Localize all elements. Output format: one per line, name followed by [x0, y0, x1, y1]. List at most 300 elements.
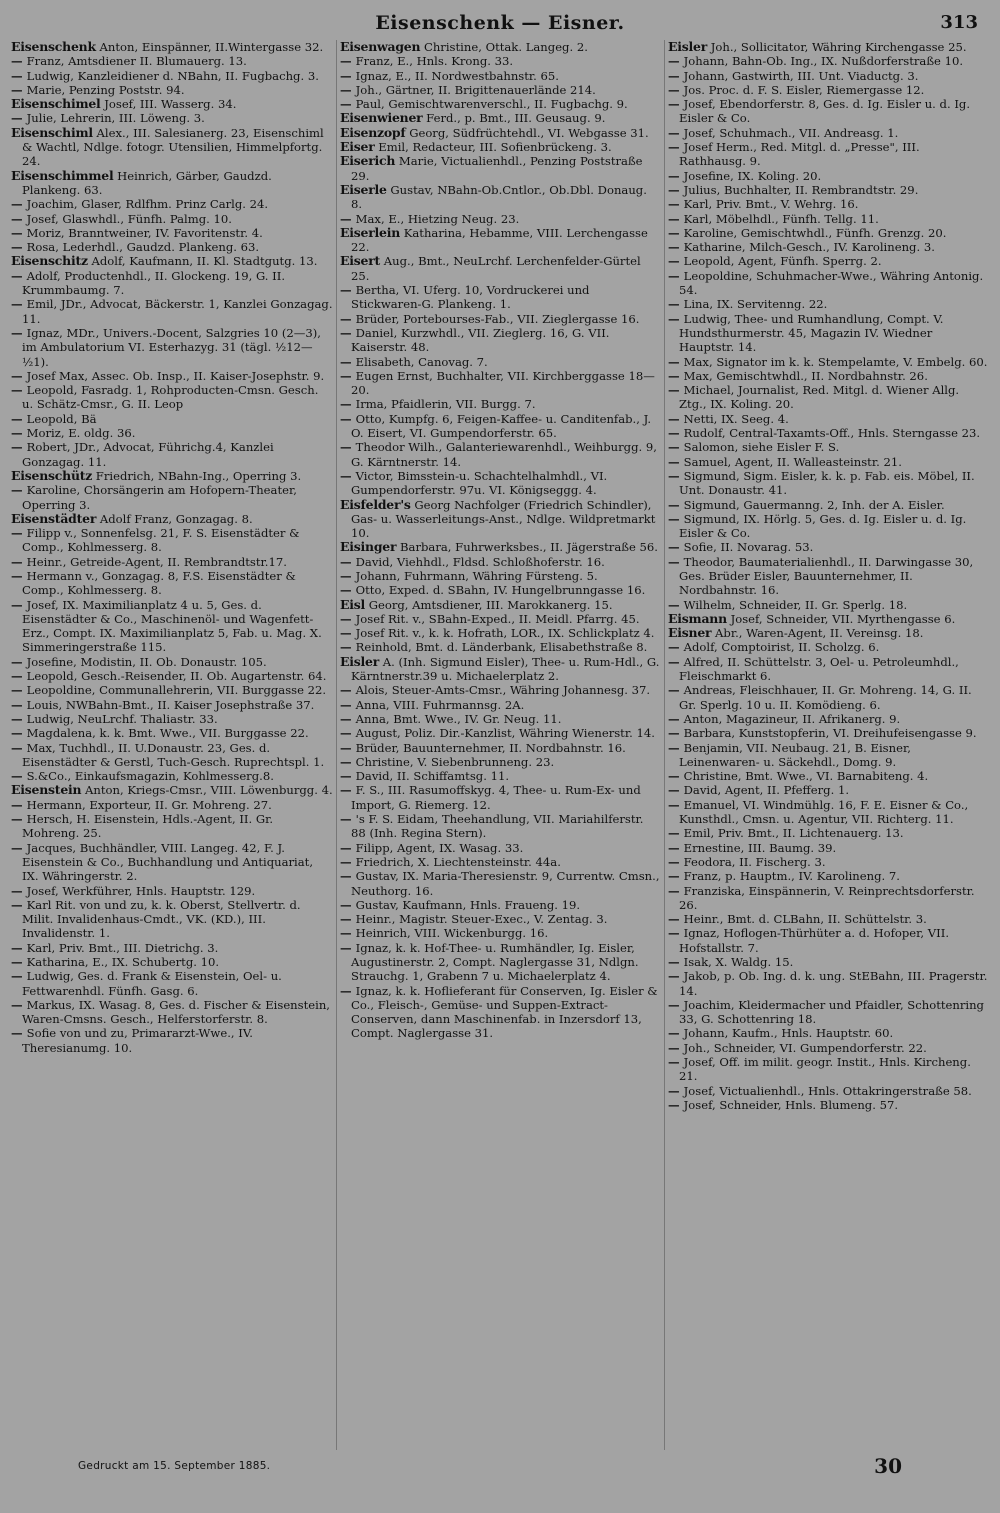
directory-entry: [340, 369, 661, 398]
entry-dash: —: [668, 769, 684, 784]
entry-text: Ernestine, III. Baumg. 39.: [683, 840, 837, 855]
entry-dash: —: [668, 826, 684, 841]
page-footer: [8, 1450, 992, 1490]
entry-dash: —: [668, 68, 684, 83]
entry-text: Katharine, Milch-Gesch., IV. Karolineng. 3.: [683, 240, 935, 255]
entry-dash: —: [11, 955, 27, 969]
entry-text: Georg, Südfrüchtehdl., VI. Webgasse 31.: [405, 125, 649, 140]
directory-entry: [11, 383, 333, 412]
entry-dash: —: [668, 1040, 684, 1055]
entry-text: Feodora, II. Fischerg. 3.: [683, 854, 826, 869]
entry-text: Karl Rit. von und zu, k. k. Oberst, Stellvertr. d. Milit. Invalidenhaus-Cmdt., VK. (KD.), III. Invalidenstr. 1.: [22, 897, 301, 941]
directory-entry: [340, 926, 661, 940]
directory-entry: [668, 769, 989, 783]
entry-surname: Eiserlein: [340, 224, 401, 240]
page-header: [8, 10, 992, 40]
entry-text: Eugen Ernst, Buchhalter, VII. Kirchberggasse 18—20.: [351, 368, 655, 398]
entry-dash: —: [11, 726, 27, 741]
entry-dash: —: [340, 726, 356, 741]
directory-entry: [340, 97, 661, 111]
entry-dash: —: [668, 240, 684, 255]
entry-dash: —: [668, 955, 684, 969]
directory-entry: [340, 283, 661, 312]
entry-text: Barbara, Kunststopferin, VI. Dreihufeisengasse 9.: [683, 726, 977, 741]
entry-dash: —: [11, 940, 27, 955]
entry-text: Heinr., Bmt. d. CLBahn, II. Schüttelstr. 3.: [683, 912, 927, 927]
entry-text: Franz, E., Hnls. Krong. 33.: [355, 54, 514, 69]
entry-surname: Eisenschimel: [11, 96, 101, 112]
entry-text: Louis, NWBahn-Bmt., II. Kaiser Josephstraße 37.: [26, 697, 315, 712]
entry-dash: —: [668, 197, 684, 212]
directory-entry: [11, 698, 333, 712]
entry-text: Josefine, IX. Koling. 20.: [683, 168, 822, 183]
entry-text: Otto, Kumpfg. 6, Feigen-Kaffee- u. Canditenfab., J. O. Eisert, VI. Gumpendorferstr. 65.: [351, 411, 652, 441]
directory-entry: [340, 898, 661, 912]
directory-entry: [11, 240, 333, 254]
entry-text: Alex., III. Salesianerg. 23, Eisenschiml & Wachtl, Ndlge. fotogr. Utensilien, Himmelpfortg. 24.: [22, 125, 324, 169]
entry-dash: —: [340, 325, 356, 340]
entry-text: Josef Rit. v., SBahn-Exped., II. Meidl. Pfarrg. 45.: [355, 611, 640, 626]
directory-entry: [668, 54, 989, 68]
directory-entry: [340, 355, 661, 369]
entry-text: Heinrich, VIII. Wickenburgg. 16.: [355, 926, 549, 941]
entry-dash: —: [340, 354, 356, 369]
entry-dash: —: [668, 969, 684, 984]
directory-entry: [668, 1026, 989, 1040]
directory-entry: [668, 1098, 989, 1112]
entry-dash: —: [11, 654, 27, 669]
entry-text: Bertha, VI. Uferg. 10, Vordruckerei und Stickwaren-G. Plankeng. 1.: [351, 283, 590, 312]
directory-entry: [340, 555, 661, 569]
entry-dash: —: [11, 68, 27, 83]
directory-entry: [668, 640, 989, 654]
entry-dash: —: [668, 140, 684, 155]
directory-entry: [668, 69, 989, 83]
entry-text: David, II. Schiffamtsg. 11.: [355, 769, 510, 784]
directory-entry: [340, 397, 661, 411]
entry-dash: —: [11, 411, 27, 426]
directory-entry: [11, 83, 333, 97]
entry-text: Gustav, Kaufmann, Hnls. Fraueng. 19.: [355, 897, 581, 912]
entry-text: Josef, Victualienhdl., Hnls. Ottakringerstraße 58.: [683, 1083, 972, 1098]
entry-text: Christine, Ottak. Langeg. 2.: [420, 40, 588, 54]
entry-dash: —: [340, 97, 356, 112]
entry-text: Josef, Ebendorferstr. 8, Ges. d. Ig. Eisler u. d. Ig. Eisler & Co.: [679, 97, 971, 126]
entry-dash: —: [340, 554, 356, 569]
directory-entry: [11, 512, 333, 526]
entry-dash: —: [11, 568, 27, 583]
directory-entry: [340, 841, 661, 855]
entry-text: Ludwig, Ges. d. Frank & Eisenstein, Oel- u. Fettwarenhdl. Fünfh. Gasg. 6.: [22, 969, 282, 998]
entry-text: Gustav, IX. Maria-Theresienstr. 9, Currentw. Cmsn., Neuthorg. 16.: [351, 869, 660, 898]
entry-dash: —: [668, 726, 684, 741]
entry-dash: —: [340, 754, 356, 769]
entry-text: Marie, Victualienhdl., Penzing Poststraße 29.: [351, 154, 643, 183]
entry-dash: —: [11, 440, 27, 455]
entry-text: Ignaz, MDr., Univers.-Docent, Salzgries 10 (2—3), im Ambulatorium VI. Esterhazyg. 31 (tägl. ½12—½1).: [22, 325, 321, 369]
entry-dash: —: [340, 912, 356, 927]
directory-entry: [668, 183, 989, 197]
directory-entry: [668, 683, 989, 712]
directory-entry: [668, 798, 989, 827]
directory-entry: [11, 941, 333, 955]
entry-text: Josef, Off. im milit. geogr. Instit., Hnls. Kircheng. 21.: [679, 1055, 971, 1084]
print-date: Gedruckt am 15. September 1885.: [78, 1460, 271, 1472]
directory-entry: [340, 726, 661, 740]
entry-text: Benjamin, VII. Neubaug. 21, B. Eisner, Leinenwaren- u. Säckehdl., Domg. 9.: [679, 740, 911, 769]
directory-entry: [11, 998, 333, 1027]
directory-entry: [668, 383, 989, 412]
directory-entry: [11, 683, 333, 697]
directory-entry: [11, 226, 333, 240]
directory-entry: [340, 941, 661, 984]
directory-entry: [340, 312, 661, 326]
entry-text: Reinhold, Bmt. d. Länderbank, Elisabethstraße 8.: [355, 640, 648, 655]
directory-entry: [340, 869, 661, 898]
entry-text: Franziska, Einspännerin, V. Reinprechtsdorferstr. 26.: [679, 883, 975, 912]
directory-entry: [340, 126, 661, 140]
entry-text: Adolf, Productenhdl., II. Glockeng. 19, G. II. Krummbaumg. 7.: [22, 268, 286, 298]
entry-text: Josef Rit. v., k. k. Hofrath, LOR., IX. Schlickplatz 4.: [355, 626, 655, 641]
entry-dash: —: [11, 683, 27, 698]
directory-entry: [11, 97, 333, 111]
directory-entry: [668, 626, 989, 640]
directory-entry: [668, 40, 989, 54]
entry-text: Michael, Journalist, Red. Mitgl. d. Wiener Allg. Ztg., IX. Koling. 20.: [679, 383, 960, 412]
entry-surname: Eisenzopf: [340, 124, 406, 140]
directory-entry: [668, 355, 989, 369]
entry-text: Anton, Einspänner, II.Wintergasse 32.: [95, 40, 324, 54]
directory-entry: [668, 612, 989, 626]
entry-text: Emanuel, VI. Windmühlg. 16, F. E. Eisner & Co., Kunsthdl., Cmsn. u. Agentur, VII. Richterg. 11.: [679, 797, 969, 827]
directory-entry: [11, 54, 333, 68]
directory-entry: [11, 798, 333, 812]
entry-dash: —: [340, 82, 356, 97]
directory-entry: [668, 912, 989, 926]
directory-entry: [668, 598, 989, 612]
entry-dash: —: [340, 983, 356, 998]
directory-entry: [668, 440, 989, 454]
entry-dash: —: [340, 311, 356, 326]
entry-text: Friedrich, X. Liechtensteinstr. 44a.: [355, 854, 561, 869]
directory-entry: [340, 40, 661, 54]
entry-text: Josef, Schneider, VII. Myrthengasse 6.: [726, 611, 956, 626]
entry-text: Ignaz, k. k. Hoflieferant für Conserven, Ig. Eisler & Co., Fleisch-, Gemüse- und Suppen-Extract-Conserven, dann Maschinenfab. in Inzersdorf 13, Compt. Naglergasse 31.: [351, 983, 658, 1041]
column-1: [8, 40, 336, 1450]
entry-text: A. (Inh. Sigmund Eisler), Thee- u. Rum-Hdl., G. Kärntnerstr.39 u. Michaelerplatz 2.: [351, 654, 660, 684]
entry-surname: Eisenschitz: [11, 253, 88, 269]
directory-entry: [11, 955, 333, 969]
entry-dash: —: [340, 783, 356, 798]
directory-entry: [11, 440, 333, 469]
entry-text: Joachim, Kleidermacher und Pfaidler, Schottenring 33, G. Schottenring 18.: [679, 997, 984, 1027]
entry-text: Emil, JDr., Advocat, Bäckerstr. 1, Kanzlei Gonzagag. 11.: [22, 297, 333, 326]
directory-entry: [11, 169, 333, 198]
entry-surname: Eiserle: [340, 181, 387, 197]
entry-dash: —: [340, 840, 356, 855]
directory-entry: [340, 54, 661, 68]
entry-dash: —: [11, 997, 27, 1012]
directory-entry: [11, 369, 333, 383]
entry-text: Ignaz, k. k. Hof-Thee- u. Rumhändler, Ig. Eisler, Augustinerstr. 2, Compt. Naglergasse 31, Ndlgn. Strauchg. 1, Grabenn 7 u. Michaelerplatz 4.: [351, 940, 639, 984]
directory-entry: [11, 841, 333, 884]
entry-text: Alois, Steuer-Amts-Cmsr., Währing Johannesg. 37.: [355, 683, 651, 698]
entry-text: Josef, Glaswhdl., Fünfh. Palmg. 10.: [26, 211, 232, 226]
entry-text: Max, E., Hietzing Neug. 23.: [355, 211, 520, 226]
entry-text: Sigmund, IX. Hörlg. 5, Ges. d. Ig. Eisler u. d. Ig. Eisler & Co.: [679, 511, 967, 541]
entry-dash: —: [668, 454, 684, 469]
directory-entry: [11, 469, 333, 483]
entry-text: Ignaz, Hoflogen-Thürhüter a. d. Hofoper, VII. Hofstallstr. 7.: [679, 926, 950, 955]
entry-dash: —: [668, 711, 684, 726]
entry-text: Moriz, E. oldg. 36.: [26, 426, 136, 441]
directory-entry: [11, 483, 333, 512]
entry-dash: —: [668, 311, 684, 326]
entry-dash: —: [11, 797, 27, 812]
entry-dash: —: [340, 468, 356, 483]
directory-entry: [11, 1026, 333, 1055]
entry-text: Ludwig, Thee- und Rumhandlung, Compt. V. Hundsthurmerstr. 45, Magazin IV. Wiedner Hauptstr. 14.: [679, 311, 944, 355]
entry-dash: —: [11, 769, 27, 784]
directory-entry: [668, 969, 989, 998]
directory-entry: [11, 526, 333, 555]
entry-text: Leopold, Bä: [26, 411, 97, 426]
entry-text: Hermann v., Gonzagag. 8, F.S. Eisenstädter & Comp., Kohlmesserg. 8.: [22, 568, 296, 598]
directory-entry: [11, 40, 333, 54]
entry-text: Brüder, Bauunternehmer, II. Nordbahnstr. 16.: [355, 740, 626, 755]
entry-dash: —: [11, 969, 27, 984]
directory-entry: [340, 683, 661, 697]
directory-entry: [668, 855, 989, 869]
entry-dash: —: [668, 869, 684, 884]
directory-entry: [668, 197, 989, 211]
column-3: [664, 40, 992, 1450]
directory-entry: [668, 783, 989, 797]
entry-dash: —: [668, 440, 684, 455]
directory-entry: [11, 655, 333, 669]
entry-dash: —: [11, 225, 27, 240]
entry-dash: —: [11, 111, 27, 126]
directory-entry: [668, 512, 989, 541]
entry-dash: —: [11, 211, 27, 226]
entry-dash: —: [668, 297, 684, 312]
directory-entry: [340, 655, 661, 684]
entry-text: Max, Gemischtwhdl., II. Nordbahnstr. 26.: [683, 368, 928, 383]
directory-entry: [668, 426, 989, 440]
entry-dash: —: [340, 411, 356, 426]
directory-entry: [11, 712, 333, 726]
entry-dash: —: [668, 497, 684, 512]
entry-text: Georg, Amtsdiener, III. Marokkanerg. 15.: [365, 597, 613, 612]
entry-surname: Eisner: [668, 625, 712, 641]
entry-text: Christine, V. Siebenbrunneng. 23.: [355, 754, 555, 769]
directory-entry: [11, 212, 333, 226]
directory-entry: [340, 855, 661, 869]
directory-entry: [668, 841, 989, 855]
entry-text: Leopoldine, Communallehrerin, VII. Burggasse 22.: [26, 683, 327, 698]
entry-surname: Eisenstein: [11, 782, 82, 798]
entry-dash: —: [668, 597, 684, 612]
entry-text: Theodor Wilh., Galanteriewarenhdl., Weihburgg. 9, G. Kärntnerstr. 14.: [351, 440, 657, 469]
entry-dash: —: [668, 640, 684, 655]
entry-text: David, Viehhdl., Fldsd. Schloßhoferstr. 16.: [355, 554, 605, 569]
entry-dash: —: [11, 483, 27, 498]
entry-dash: —: [340, 869, 356, 884]
directory-entry: [11, 254, 333, 268]
entry-text: Sofie, II. Novarag. 53.: [683, 540, 814, 555]
entry-dash: —: [668, 225, 684, 240]
directory-entry: [340, 412, 661, 441]
entry-dash: —: [668, 97, 684, 112]
directory-entry: [668, 312, 989, 355]
entry-text: Alfred, II. Schüttelstr. 3, Oel- u. Petroleumhdl., Fleischmarkt 6.: [679, 654, 959, 684]
entry-dash: —: [340, 368, 356, 383]
entry-dash: —: [11, 325, 27, 340]
directory-entry: [668, 926, 989, 955]
entry-dash: —: [11, 740, 27, 755]
directory-entry: [668, 726, 989, 740]
entry-dash: —: [340, 697, 356, 712]
entry-surname: Eisinger: [340, 539, 397, 555]
entry-text: F. S., III. Rasumoffskyg. 4, Thee- u. Rum-Ex- und Import, G. Riemerg. 12.: [351, 783, 641, 812]
directory-entry: [340, 326, 661, 355]
entry-dash: —: [11, 268, 27, 283]
entry-text: Franz, p. Hauptm., IV. Karolineng. 7.: [683, 869, 900, 884]
directory-entry: [11, 412, 333, 426]
entry-text: Julius, Buchhalter, II. Rembrandtstr. 29.: [683, 182, 919, 197]
entry-dash: —: [668, 912, 684, 927]
entry-text: Robert, JDr., Advocat, Führichg.4, Kanzlei Gonzagag. 11.: [22, 440, 274, 469]
directory-entry: [340, 769, 661, 783]
directory-entry: [11, 197, 333, 211]
entry-dash: —: [668, 1026, 684, 1041]
entry-text: Ludwig, NeuLrchf. Thaliastr. 33.: [26, 711, 218, 726]
directory-entry: [668, 998, 989, 1027]
directory-entry: [11, 426, 333, 440]
entry-dash: —: [340, 568, 356, 583]
entry-dash: —: [668, 740, 684, 755]
directory-entry: [11, 111, 333, 125]
entry-text: Josef, Schneider, Hnls. Blumeng. 57.: [683, 1097, 899, 1112]
entry-text: Katharina, E., IX. Schubertg. 10.: [26, 955, 220, 969]
entry-dash: —: [340, 640, 356, 655]
entry-surname: Eiser: [340, 139, 375, 155]
entry-text: Heinr., Magistr. Steuer-Exec., V. Zentag. 3.: [355, 912, 608, 927]
directory-entry: [668, 1084, 989, 1098]
entry-text: Otto, Exped. d. SBahn, IV. Hungelbrunngasse 16.: [355, 583, 646, 598]
directory-entry: [11, 598, 333, 655]
entry-text: Sofie von und zu, Primararzt-Wwe., IV. Theresianumg. 10.: [22, 1026, 253, 1055]
entry-text: Markus, IX. Wasag. 8, Ges. d. Fischer & Eisenstein, Waren-Cmsns. Gesch., Helferstorferstr. 8.: [22, 997, 330, 1027]
directory-entry: [11, 898, 333, 941]
entry-dash: —: [668, 854, 684, 869]
entry-text: Georg Nachfolger (Friedrich Schindler), Gas- u. Wasserleitungs-Anst., Ndlge. Wildpretmarkt 10.: [351, 497, 656, 541]
entry-dash: —: [668, 654, 684, 669]
entry-dash: —: [668, 168, 684, 183]
entry-text: Jakob, p. Ob. Ing. d. k. ung. StEBahn, III. Pragerstr. 14.: [679, 969, 988, 998]
entry-text: Christine, Bmt. Wwe., VI. Barnabiteng. 4.: [683, 769, 929, 784]
columns: [8, 40, 992, 1450]
page-number: 313: [940, 12, 978, 33]
entry-dash: —: [668, 82, 684, 97]
entry-surname: Eisler: [668, 40, 708, 54]
entry-dash: —: [340, 440, 356, 455]
entry-dash: —: [668, 182, 684, 197]
entry-dash: —: [668, 540, 684, 555]
entry-text: Joh., Sollicitator, Währing Kirchengasse 25.: [707, 40, 967, 54]
entry-text: Joachim, Glaser, Rdlfhm. Prinz Carlg. 24.: [26, 197, 269, 212]
directory-entry: [668, 212, 989, 226]
entry-dash: —: [11, 383, 27, 398]
entry-text: Anton, Kriegs-Cmsr., VIII. Löwenburgg. 4.: [81, 783, 333, 798]
entry-text: Ferd., p. Bmt., III. Geusaug. 9.: [422, 111, 606, 126]
entry-dash: —: [11, 697, 27, 712]
entry-text: Heinr., Getreide-Agent, II. Rembrandtstr.17.: [26, 554, 287, 569]
entry-text: Brüder, Portebourses-Fab., VII. Zieglergasse 16.: [355, 311, 640, 326]
directory-entry: [11, 812, 333, 841]
entry-text: Adolf, Comptoirist, II. Scholzg. 6.: [683, 640, 880, 655]
entry-text: Sigmund, Gauermanng. 2, Inh. der A. Eisler.: [683, 497, 945, 512]
directory-entry: [340, 212, 661, 226]
entry-dash: —: [668, 254, 684, 269]
entry-text: Jos. Proc. d. F. S. Eisler, Riemergasse 12.: [683, 82, 925, 97]
entry-text: Adolf, Kaufmann, II. Kl. Stadtgutg. 13.: [87, 254, 318, 269]
directory-entry: [668, 826, 989, 840]
entry-dash: —: [668, 368, 684, 383]
entry-dash: —: [11, 197, 27, 212]
entry-text: Leopoldine, Schuhmacher-Wwe., Währing Antonig. 54.: [679, 268, 984, 298]
entry-dash: —: [11, 297, 27, 312]
entry-text: Karl, Priv. Bmt., III. Dietrichg. 3.: [26, 940, 219, 955]
directory-entry: [340, 498, 661, 541]
directory-entry: [11, 326, 333, 369]
directory-entry: [340, 783, 661, 812]
entry-text: Ignaz, E., II. Nordwestbahnstr. 65.: [355, 68, 559, 83]
directory-entry: [668, 1055, 989, 1084]
directory-entry: [340, 741, 661, 755]
entry-dash: —: [668, 1083, 684, 1098]
entry-dash: —: [668, 511, 684, 526]
directory-entry: [340, 540, 661, 554]
entry-text: Paul, Gemischtwarenverschl., II. Fugbachg. 9.: [355, 97, 628, 112]
entry-surname: Eisenstädter: [11, 510, 97, 526]
entry-dash: —: [11, 897, 27, 912]
entry-text: Filipp, Agent, IX. Wasag. 33.: [355, 840, 524, 855]
entry-text: Isak, X. Waldg. 15.: [683, 955, 794, 969]
entry-dash: —: [340, 283, 356, 298]
entry-dash: —: [340, 812, 356, 827]
running-title: Eisenschenk — Eisner.: [375, 12, 625, 34]
entry-text: Emil, Priv. Bmt., II. Lichtenauerg. 13.: [683, 826, 904, 841]
entry-text: Leopold, Agent, Fünfh. Sperrg. 2.: [683, 254, 882, 269]
entry-text: Josef, IX. Maximilianplatz 4 u. 5, Ges. d. Eisenstädter & Co., Maschinenöl- und Wagenfett-Erz., Compt. IX. Maximilianplatz 5, Fab. u. Mag. X. Simmeringerstraße 115.: [22, 597, 322, 655]
directory-entry: [340, 755, 661, 769]
directory-entry: [340, 183, 661, 212]
entry-dash: —: [668, 211, 684, 226]
entry-dash: —: [668, 997, 684, 1012]
entry-dash: —: [668, 797, 684, 812]
entry-dash: —: [340, 711, 356, 726]
entry-dash: —: [340, 940, 356, 955]
entry-text: Andreas, Fleischhauer, II. Gr. Mohreng. 14, G. II. Gr. Sperlg. 10 u. II. Komödieng. 6.: [679, 683, 972, 712]
entry-text: Netti, IX. Seeg. 4.: [683, 411, 789, 426]
directory-entry: [668, 741, 989, 770]
entry-dash: —: [11, 368, 27, 383]
entry-dash: —: [668, 354, 684, 369]
entry-text: Salomon, siehe Eisler F. S.: [683, 440, 840, 455]
entry-text: Aug., Bmt., NeuLrchf. Lerchenfelder-Gürtel 25.: [351, 254, 641, 283]
entry-surname: Eisenschiml: [11, 124, 93, 140]
